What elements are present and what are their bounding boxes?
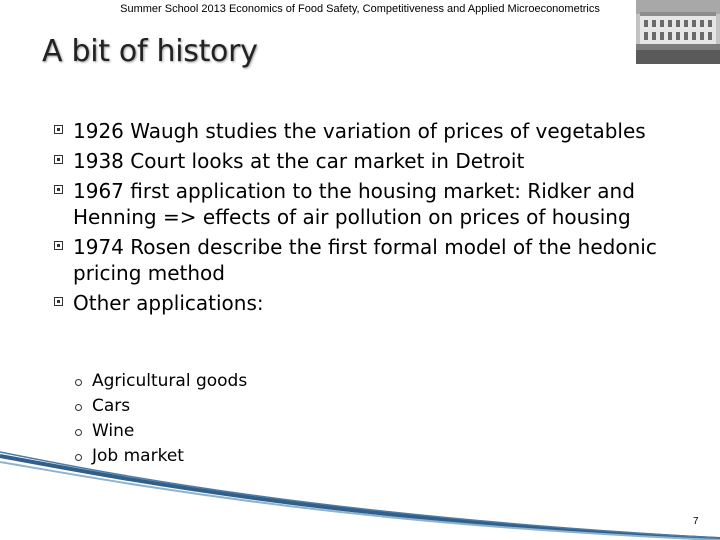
square-bullet-icon: [54, 241, 63, 250]
sub-list-item: Wine: [74, 419, 247, 444]
building-photo: [636, 0, 720, 64]
square-bullet-icon: [54, 297, 63, 306]
list-item: 1926 Waugh studies the variation of prices of vegetables: [54, 118, 674, 144]
list-item: 1967 first application to the housing market: Ridker and Henning => effects of air pollution on prices of housing: [54, 178, 674, 230]
list-item: 1974 Rosen describe the first formal model of the hedonic pricing method: [54, 234, 674, 286]
sub-list-item: Agricultural goods: [74, 369, 247, 394]
page-number: 7: [693, 516, 699, 527]
sub-list-item: Job market: [74, 444, 247, 469]
bullet-list: [54, 118, 674, 320]
ring-bullet-icon: [75, 404, 82, 411]
slide-header: Summer School 2013 Economics of Food Safety, Competitiveness and Applied Microeconometrics: [120, 3, 600, 15]
list-item: 1938 Court looks at the car market in Detroit: [54, 148, 674, 174]
sub-list-item: Cars: [74, 394, 247, 419]
slide-title: A bit of history: [42, 34, 258, 69]
list-item: Other applications:: [54, 290, 674, 316]
square-bullet-icon: [54, 125, 63, 134]
decorative-wave: [0, 448, 720, 540]
ring-bullet-icon: [75, 429, 82, 436]
ring-bullet-icon: [75, 379, 82, 386]
square-bullet-icon: [54, 155, 63, 164]
square-bullet-icon: [54, 185, 63, 194]
